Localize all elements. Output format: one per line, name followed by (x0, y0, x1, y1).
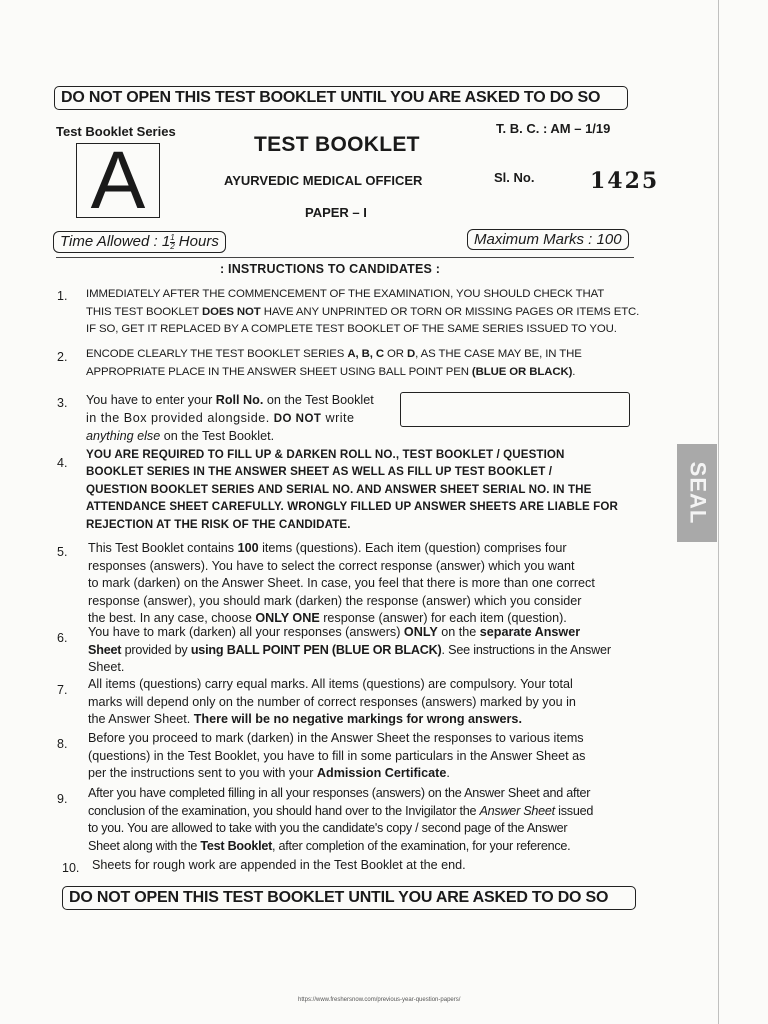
footer-url: https://www.freshersnow.com/previous-year-question-papers/ (298, 997, 461, 1003)
emphasis: ONLY ONE (255, 611, 320, 626)
item-7-line-1: All items (questions) carry equal marks. All items (questions) are compulsory. Your total (88, 677, 573, 691)
instruction-item-3 (86, 392, 396, 446)
emphasis: (BLUE OR BLACK) (471, 365, 573, 378)
item-number: 1. (57, 289, 68, 303)
item-3-line-1 (86, 392, 396, 410)
roll-number-box[interactable] (400, 392, 630, 427)
item-number: 4. (57, 456, 68, 470)
time-allowed-suffix: Hours (174, 233, 219, 250)
instruction-item-10 (92, 857, 652, 875)
item-9-line-3: to you. You are allowed to take with you the candidate's copy / second page of the Answer (88, 821, 568, 836)
item-number: 9. (57, 792, 68, 806)
emphasis: separate Answer (479, 625, 581, 639)
item-9-line-4 (88, 838, 648, 856)
item-3-line-3 (86, 428, 396, 446)
text: This Test Booklet contains (88, 541, 238, 555)
page-edge-line (718, 0, 719, 1024)
item-2-line-1 (86, 346, 646, 364)
test-booklet-series-label: Test Booklet Series (56, 124, 176, 139)
text: conclusion of the examination, you should hand over to the Invigilator the (88, 803, 480, 818)
item-7-line-3 (88, 711, 648, 729)
item-number: 2. (57, 350, 68, 364)
seal-label: SEAL (685, 461, 710, 525)
maximum-marks: Maximum Marks : 100 (467, 229, 629, 250)
item-number: 8. (57, 737, 68, 751)
instruction-item-9 (88, 785, 648, 855)
item-4-line-1: YOU ARE REQUIRED TO FILL UP & DARKEN ROLL NO., TEST BOOKLET / QUESTION (86, 448, 565, 461)
serial-no-label: Sl. No. (494, 170, 535, 185)
serial-no-value: 1425 (590, 168, 660, 194)
instruction-item-5 (88, 540, 648, 628)
text: write (321, 410, 355, 425)
item-9-line-1: After you have completed filling in all your responses (answers) on the Answer Sheet and after (88, 786, 591, 800)
text: You have to enter your (86, 393, 216, 407)
instruction-item-7 (88, 676, 648, 729)
text: ENCODE CLEARLY THE TEST BOOKLET SERIES (86, 348, 348, 360)
instructions-heading: : INSTRUCTIONS TO CANDIDATES : (220, 262, 441, 276)
series-letter: A (90, 134, 146, 226)
item-5-line-2: responses (answers). You have to select the correct response (answer) which you want (88, 558, 575, 573)
time-fraction-den: 2 (170, 241, 175, 251)
item-number: 10. (62, 861, 80, 875)
text: . (446, 766, 450, 781)
item-2-line-2 (86, 364, 646, 382)
text: , after completion of the examination, for your reference. (272, 838, 571, 853)
instruction-item-6 (88, 624, 648, 677)
item-6-line-2 (88, 642, 648, 660)
instruction-item-4 (86, 446, 646, 533)
instruction-item-1 (86, 286, 646, 339)
text: Sheet along with the (88, 838, 201, 853)
item-8-line-2: (questions) in the Test Booklet, you have to fill in some particulars in the Answer Sheet as (88, 748, 586, 763)
text: HAVE ANY UNPRINTED OR TORN OR MISSING PAGES OR ITEMS ETC. (260, 305, 640, 318)
text: the best. In any case, choose (88, 611, 256, 626)
emphasis: Test Booklet (200, 838, 273, 853)
text: . (572, 365, 576, 378)
text: in the Box provided alongside. (86, 410, 274, 425)
item-number: 5. (57, 545, 68, 559)
item-5-line-4: response (answer), you should mark (darken) the response (answer) which you consider (88, 593, 582, 608)
header-rule (56, 257, 634, 258)
text: provided by (121, 642, 191, 657)
text: You have to mark (darken) all your responses (answers) (88, 625, 404, 639)
text: . See instructions in the Answer (441, 642, 611, 657)
item-4-line-3: QUESTION BOOKLET SERIES AND SERIAL NO. AND ANSWER SHEET SERIAL NO. IN THE (86, 482, 592, 496)
instruction-item-8 (88, 730, 648, 783)
text: OR (383, 348, 407, 360)
text: on the (437, 625, 480, 639)
text: on the Test Booklet (263, 393, 374, 407)
instruction-item-2 (86, 346, 646, 381)
text: on the Test Booklet. (160, 429, 275, 444)
emphasis: using BALL POINT PEN (BLUE OR BLACK) (190, 642, 442, 657)
item-6-line-3: Sheet. (88, 660, 125, 675)
item-5-line-3: to mark (darken) on the Answer Sheet. In case, you feel that there is more than one correct (88, 576, 595, 591)
tbc-code: T. B. C. : AM – 1/19 (496, 121, 611, 136)
item-4-line-5: REJECTION AT THE RISK OF THE CANDIDATE. (86, 517, 351, 531)
emphasis: DO NOT (273, 412, 322, 425)
emphasis: A, B, C (347, 348, 384, 360)
warning-banner-top: DO NOT OPEN THIS TEST BOOKLET UNTIL YOU ARE ASKED TO DO SO (54, 86, 628, 110)
item-7-line-2: marks will depend only on the number of correct responses (answers) marked by you in (88, 694, 576, 709)
item-8-line-3 (88, 765, 648, 783)
item-number: 6. (57, 631, 68, 645)
emphasis: Sheet (88, 642, 122, 657)
series-letter-box (76, 134, 160, 226)
item-1-line-1: IMMEDIATELY AFTER THE COMMENCEMENT OF THE EXAMINATION, YOU SHOULD CHECK THAT (86, 288, 605, 300)
item-1-line-3: IF SO, GET IT REPLACED BY A COMPLETE TEST BOOKLET OF THE SAME SERIES ISSUED TO YOU. (86, 323, 617, 336)
text: THIS TEST BOOKLET (86, 305, 202, 318)
item-number: 7. (57, 683, 68, 697)
emphasis: Roll No. (215, 393, 264, 407)
text: , AS THE CASE MAY BE, IN THE (415, 348, 582, 360)
item-4-line-2: BOOKLET SERIES IN THE ANSWER SHEET AS WELL AS FILL UP TEST BOOKLET / (86, 465, 553, 479)
text: response (answer) for each item (question). (319, 611, 567, 626)
emphasis: ONLY (403, 625, 438, 639)
emphasis: D (407, 348, 416, 360)
item-10-line-1: Sheets for rough work are appended in the Test Booklet at the end. (92, 858, 466, 872)
time-fraction-num: 1 (170, 232, 175, 242)
paper-label: PAPER – I (305, 205, 367, 220)
time-allowed-prefix: Time Allowed : 1 (60, 233, 171, 250)
booklet-title: TEST BOOKLET (254, 133, 420, 156)
text: issued (554, 803, 594, 818)
item-3-line-2 (86, 410, 396, 429)
item-9-line-2 (88, 803, 648, 821)
item-6-line-1 (88, 624, 648, 642)
emphasis: There will be no negative markings for wrong answers. (193, 712, 522, 727)
emphasis: 100 (237, 541, 259, 555)
emphasis: anything else (86, 429, 161, 444)
item-1-line-2 (86, 304, 646, 322)
warning-banner-bottom: DO NOT OPEN THIS TEST BOOKLET UNTIL YOU ARE ASKED TO DO SO (62, 886, 636, 910)
emphasis: Admission Certificate (316, 766, 447, 781)
emphasis: DOES NOT (201, 305, 261, 318)
item-4-line-4: ATTENDANCE SHEET CAREFULLY. WRONGLY FILLED UP ANSWER SHEETS ARE LIABLE FOR (86, 500, 618, 514)
emphasis: Answer Sheet (479, 803, 555, 818)
seal-tab (677, 444, 717, 542)
item-8-line-1: Before you proceed to mark (darken) in the Answer Sheet the responses to various items (88, 731, 584, 745)
text: per the instructions sent to you with your (88, 766, 317, 781)
text: items (questions). Each item (question) comprises four (258, 541, 567, 555)
item-5-line-1 (88, 540, 648, 558)
time-allowed (53, 231, 226, 253)
text: the Answer Sheet. (88, 712, 194, 727)
item-number: 3. (57, 396, 68, 410)
text: APPROPRIATE PLACE IN THE ANSWER SHEET USING BALL POINT PEN (86, 365, 472, 378)
subject-title: AYURVEDIC MEDICAL OFFICER (224, 173, 423, 188)
